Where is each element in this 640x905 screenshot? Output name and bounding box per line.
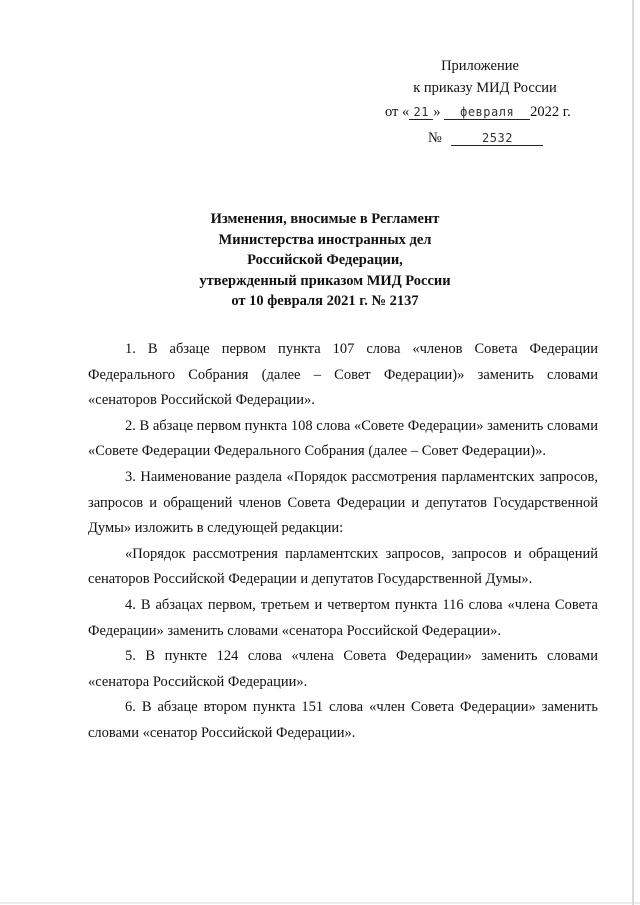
amendment-item-1: 1. В абзаце первом пункта 107 слова «членов Совета Федерации Федерального Собрания (далее – Совет Федерации)» заменить словами «сенаторов Российской Федерации».	[88, 341, 598, 409]
date-year: 2022 г.	[530, 104, 571, 120]
order-number: 2532	[451, 132, 543, 146]
date-prefix: от «	[385, 104, 410, 120]
amendment-item-5: 5. В пункте 124 слова «члена Совета Федерации» заменить словами «сенатора Российской Федерации».	[88, 648, 598, 690]
annex-date-line	[385, 104, 571, 121]
document-title	[180, 209, 470, 312]
annex-title: Приложение	[441, 58, 519, 74]
amendment-item-3-new-title: «Порядок рассмотрения парламентских запросов, запросов и обращений сенаторов Российской Федерации и депутатов Государственной Думы».	[88, 545, 598, 588]
amendment-item-3: 3. Наименование раздела «Порядок рассмотрения парламентских запросов, запросов и обращений членов Совета Федерации и депутатов Государственной Думы» изложить в следующей редакции:	[88, 468, 598, 537]
number-label: №	[428, 130, 442, 146]
document-body	[88, 337, 598, 747]
amendment-item-6: 6. В абзаце втором пункта 151 слова «член Совета Федерации» заменить словами «сенатор Российской Федерации».	[88, 699, 598, 741]
date-quote-close: »	[433, 104, 441, 120]
amendment-item-2: 2. В абзаце первом пункта 108 слова «Совете Федерации» заменить словами «Совете Федерации Федерального Собрания (далее – Совет Федерации)».	[88, 417, 598, 460]
annex-order-reference: к приказу МИД России	[413, 80, 557, 96]
title-line: Министерства иностранных дел	[218, 231, 432, 248]
amendment-item-4: 4. В абзацах первом, третьем и четвертом пункта 116 слова «члена Совета Федерации» заменить словами «сенатора Российской Федерации».	[88, 596, 598, 639]
title-line: от 10 февраля 2021 г. № 2137	[231, 293, 419, 309]
annex-number-line	[428, 130, 543, 147]
title-line: Российской Федерации,	[247, 252, 403, 268]
title-line: утвержденный приказом МИД России	[199, 272, 451, 289]
date-month: февраля	[444, 106, 530, 120]
title-line: Изменения, вносимые в Регламент	[210, 211, 440, 227]
date-day: 21	[409, 106, 433, 120]
